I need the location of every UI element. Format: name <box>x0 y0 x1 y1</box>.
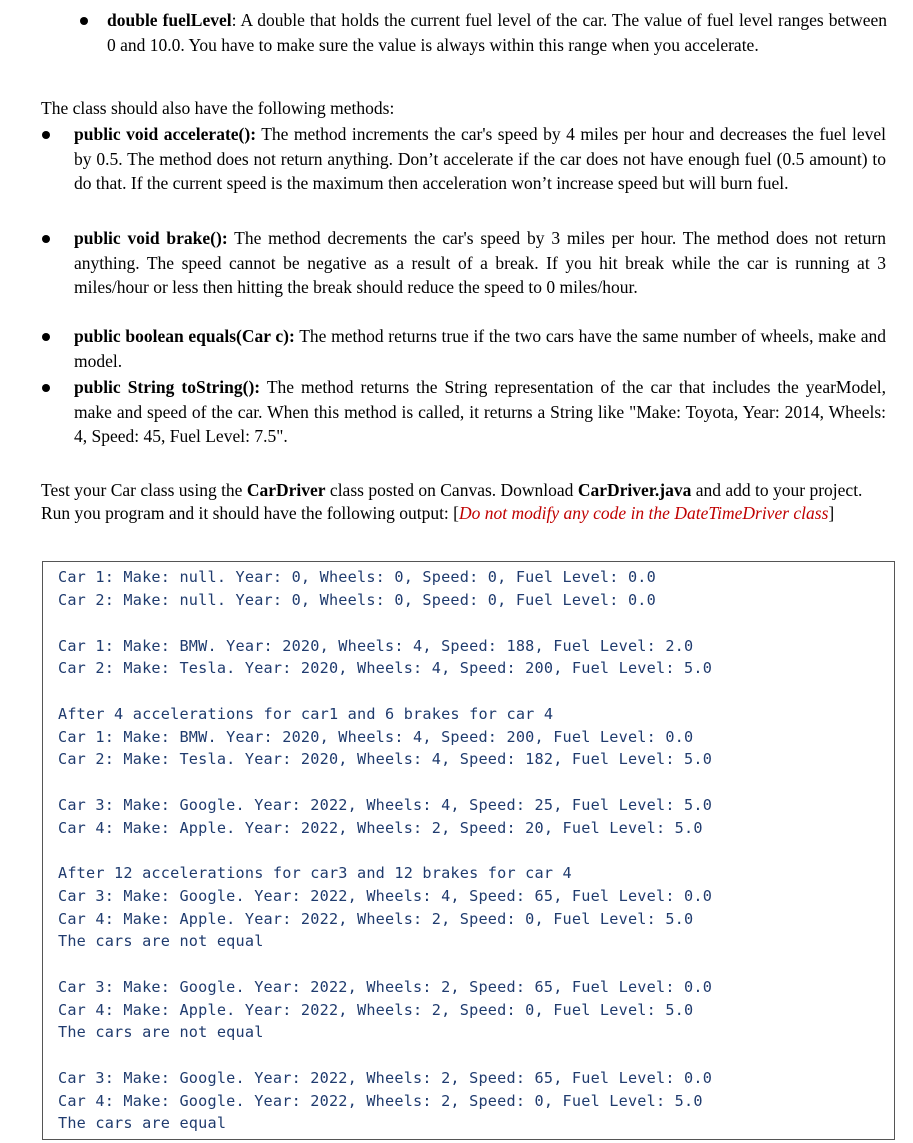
bullet-dot <box>42 131 50 139</box>
output-line: Car 4: Make: Google. Year: 2022, Wheels: 2, Speed: 0, Fuel Level: 5.0 <box>58 1092 703 1110</box>
test-class-name: CarDriver <box>246 480 326 500</box>
test-instructions <box>41 479 886 525</box>
method-signature: public String toString(): <box>74 377 261 397</box>
field-description: : A double that holds the current fuel level of the car. The value of fuel level ranges between 0 and 10.0. You have to make sure the value is always within this range when you accelerate. <box>107 10 887 55</box>
test-text: Test your Car class using the <box>41 480 247 500</box>
output-line: After 4 accelerations for car1 and 6 brakes for car 4 <box>58 705 554 723</box>
test-text: and add to your project. Run you program and it should have the following output: [ <box>41 480 863 523</box>
output-line: Car 3: Make: Google. Year: 2022, Wheels: 2, Speed: 65, Fuel Level: 0.0 <box>58 978 713 996</box>
output-line: Car 1: Make: null. Year: 0, Wheels: 0, Speed: 0, Fuel Level: 0.0 <box>58 568 656 586</box>
output-line: Car 2: Make: Tesla. Year: 2020, Wheels: 4, Speed: 200, Fuel Level: 5.0 <box>58 659 713 677</box>
output-line: Car 4: Make: Apple. Year: 2022, Wheels: 2, Speed: 0, Fuel Level: 5.0 <box>58 1001 694 1019</box>
method-accelerate <box>74 122 886 196</box>
bullet-dot <box>42 235 50 243</box>
output-line: Car 3: Make: Google. Year: 2022, Wheels: 2, Speed: 65, Fuel Level: 0.0 <box>58 1069 713 1087</box>
method-brake <box>74 226 886 300</box>
output-line: Car 2: Make: Tesla. Year: 2020, Wheels: 4, Speed: 182, Fuel Level: 5.0 <box>58 750 713 768</box>
method-description: The method returns the String representation of the car that includes the yearModel, make and speed of the car. When this method is called, it returns a String like "Make: Toyota, Year: 2014, Wheels: 4, Speed: 45, Fuel Level: 7.5". <box>74 377 886 446</box>
test-file-name: CarDriver.java <box>577 480 692 500</box>
bullet-dot <box>80 17 88 25</box>
output-line: Car 3: Make: Google. Year: 2022, Wheels: 4, Speed: 25, Fuel Level: 5.0 <box>58 796 713 814</box>
output-line: Car 3: Make: Google. Year: 2022, Wheels: 4, Speed: 65, Fuel Level: 0.0 <box>58 887 713 905</box>
output-line: The cars are not equal <box>58 932 264 950</box>
field-bullet <box>107 8 887 57</box>
bullet-dot <box>42 333 50 341</box>
method-equals <box>74 324 886 373</box>
output-line: The cars are not equal <box>58 1023 264 1041</box>
output-line: The cars are equal <box>58 1114 227 1132</box>
output-line: Car 2: Make: null. Year: 0, Wheels: 0, Speed: 0, Fuel Level: 0.0 <box>58 591 656 609</box>
program-output-box <box>42 561 895 1140</box>
field-signature: double fuelLevel <box>107 10 232 30</box>
method-description: The method decrements the car's speed by 3 miles per hour. The method does not return anything. The speed cannot be negative as a result of a break. If you hit break while the car is running at 3 miles/hour or less then hitting the break should reduce the speed to 0 miles/hour. <box>74 228 886 297</box>
method-signature: public void brake(): <box>74 228 228 248</box>
method-signature: public void accelerate(): <box>74 124 257 144</box>
test-text: class posted on Canvas. Download <box>325 480 578 500</box>
method-description: The method increments the car's speed by 4 miles per hour and decreases the fuel level by 0.5. The method does not return anything. Don’t accelerate if the car does not have enough fuel (0.5 amount) to do that. If the current speed is the maximum then acceleration won’t increase speed but will burn fuel. <box>74 124 886 193</box>
method-description: The method returns true if the two cars have the same number of wheels, make and model. <box>74 326 887 371</box>
output-line: Car 1: Make: BMW. Year: 2020, Wheels: 4, Speed: 200, Fuel Level: 0.0 <box>58 728 694 746</box>
output-line: Car 4: Make: Apple. Year: 2022, Wheels: 2, Speed: 0, Fuel Level: 5.0 <box>58 910 694 928</box>
output-line: Car 4: Make: Apple. Year: 2022, Wheels: 2, Speed: 20, Fuel Level: 5.0 <box>58 819 703 837</box>
method-signature: public boolean equals(Car c): <box>74 326 295 346</box>
test-warning: Do not modify any code in the DateTimeDriver class <box>459 503 829 523</box>
bullet-dot <box>42 384 50 392</box>
output-line: Car 1: Make: BMW. Year: 2020, Wheels: 4, Speed: 188, Fuel Level: 2.0 <box>58 637 694 655</box>
test-text: ] <box>828 503 835 523</box>
methods-intro: The class should also have the following methods: <box>41 98 395 118</box>
method-tostring <box>74 375 886 449</box>
output-line: After 12 accelerations for car3 and 12 brakes for car 4 <box>58 864 572 882</box>
